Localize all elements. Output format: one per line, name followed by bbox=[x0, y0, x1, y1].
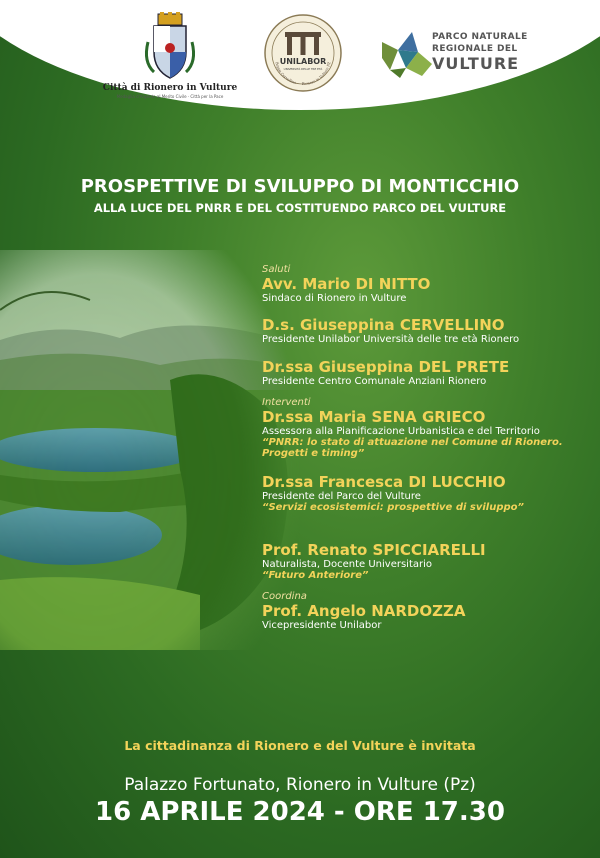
talk-title: “Futuro Anteriore” bbox=[262, 570, 369, 581]
speaker-role: Presidente Centro Comunale Anziani Rionero bbox=[262, 376, 487, 387]
speaker-name: Avv. Mario DI NITTO bbox=[262, 275, 431, 293]
venue-text: Palazzo Fortunato, Rionero in Vulture (Pz) bbox=[124, 775, 476, 795]
lake-landscape-image bbox=[0, 250, 300, 650]
vulture-park-logo-icon bbox=[378, 28, 434, 80]
section-interventi: Interventi bbox=[262, 397, 311, 408]
park-name bbox=[432, 31, 542, 73]
seal-subtitle: UNIVERSITÀ DELLE TRE ETÀ bbox=[283, 67, 323, 71]
speaker-name: Dr.ssa Francesca DI LUCCHIO bbox=[262, 473, 506, 491]
speaker-name: Dr.ssa Maria SENA GRIECO bbox=[262, 408, 486, 426]
speaker-name: Dr.ssa Giuseppina DEL PRETE bbox=[262, 358, 510, 376]
seal-name: UNILABOR bbox=[279, 57, 327, 66]
talk-title: “Servizi ecosistemici: prospettive di sviluppo” bbox=[262, 502, 524, 513]
talk-title: “PNRR: lo stato di attuazione nel Comune di Rionero. bbox=[262, 437, 563, 448]
city-subtitle: Medaglia d'Argento al Merito Civile · Città per la Pace bbox=[116, 94, 224, 99]
city-crest-icon bbox=[140, 12, 200, 82]
park-name-line3: VULTURE bbox=[432, 54, 520, 73]
section-saluti: Saluti bbox=[262, 264, 291, 275]
event-title: PROSPETTIVE DI SVILUPPO DI MONTICCHIO bbox=[80, 176, 520, 197]
unilabor-seal-icon bbox=[263, 13, 343, 93]
invitation-text: La cittadinanza di Rionero e del Vulture è invitata bbox=[124, 738, 476, 753]
speaker-name: D.s. Giuseppina CERVELLINO bbox=[262, 316, 505, 334]
speaker-name: Prof. Renato SPICCIARELLI bbox=[262, 541, 486, 559]
speaker-role: Presidente del Parco del Vulture bbox=[262, 491, 421, 502]
speaker-role: Sindaco di Rionero in Vulture bbox=[262, 293, 407, 304]
speaker-role: Vicepresidente Unilabor bbox=[262, 620, 382, 631]
city-name: Città di Rionero in Vulture bbox=[102, 83, 238, 93]
talk-title: Progetti e timing” bbox=[262, 448, 365, 459]
speaker-name: Prof. Angelo NARDOZZA bbox=[262, 602, 466, 620]
speaker-role: Presidente Unilabor Università delle tre età Rionero bbox=[262, 334, 520, 345]
event-subtitle: ALLA LUCE DEL PNRR E DEL COSTITUENDO PARCO DEL VULTURE bbox=[93, 201, 507, 215]
park-name-line2: REGIONALE DEL bbox=[432, 44, 518, 54]
speaker-role: Naturalista, Docente Universitario bbox=[262, 559, 432, 570]
park-name-line1: PARCO NATURALE bbox=[432, 32, 528, 42]
speaker-role: Assessora alla Pianificazione Urbanistica e del Territorio bbox=[262, 426, 540, 437]
date-text: 16 APRILE 2024 - ORE 17.30 bbox=[95, 797, 505, 827]
section-coordina: Coordina bbox=[262, 591, 307, 602]
seal-ring-text: Beppe Cervellino — Rionero in Vulture PZ bbox=[274, 61, 332, 87]
program bbox=[262, 264, 596, 631]
